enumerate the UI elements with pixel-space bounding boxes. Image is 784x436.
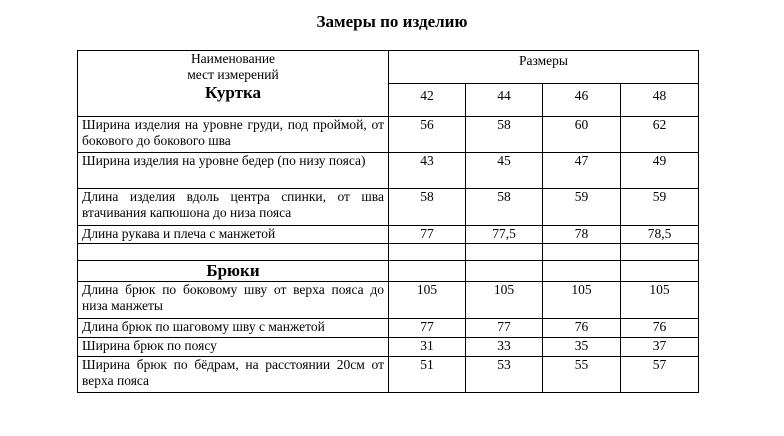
cell-value: 77,5: [466, 226, 543, 244]
empty-cell: [621, 261, 699, 282]
sizes-header: Размеры: [389, 51, 699, 84]
empty-cell: [389, 261, 466, 282]
cell-value: 60: [543, 117, 621, 153]
row-name: Ширина брюк по бёдрам, на расстоянии 20см от верха пояса: [78, 357, 389, 393]
cell-value: 58: [466, 117, 543, 153]
empty-cell: [389, 244, 466, 261]
cell-value: 33: [466, 338, 543, 357]
size-44: 44: [466, 84, 543, 117]
cell-value: 35: [543, 338, 621, 357]
section-title-pants-cell: [78, 261, 389, 282]
section-title-jacket: Куртка: [204, 83, 262, 102]
cell-value: 43: [389, 153, 466, 189]
empty-cell: [543, 244, 621, 261]
section-row-pants: [78, 261, 699, 282]
table-row: [78, 153, 699, 189]
table-row: [78, 338, 699, 357]
table-row: [78, 319, 699, 338]
cell-value: 76: [543, 319, 621, 338]
cell-value: 59: [621, 189, 699, 226]
row-name: Длина брюк по шаговому шву с манжетой: [78, 319, 389, 338]
row-name: Длина рукава и плеча с манжетой: [78, 226, 389, 244]
empty-cell: [466, 261, 543, 282]
table-row: [78, 357, 699, 393]
name-header-line-2: мест измерений: [187, 67, 279, 82]
cell-value: 78: [543, 226, 621, 244]
cell-value: 53: [466, 357, 543, 393]
name-column-header: [78, 51, 389, 117]
section-title-pants: Брюки: [206, 261, 260, 280]
name-header-line-1: Наименование: [190, 51, 276, 66]
cell-value: 105: [621, 282, 699, 319]
cell-value: 105: [389, 282, 466, 319]
cell-value: 58: [466, 189, 543, 226]
cell-value: 31: [389, 338, 466, 357]
table-row: [78, 226, 699, 244]
size-46: 46: [543, 84, 621, 117]
cell-value: 58: [389, 189, 466, 226]
cell-value: 47: [543, 153, 621, 189]
empty-cell: [621, 244, 699, 261]
cell-value: 105: [543, 282, 621, 319]
header-row: [78, 51, 699, 84]
cell-value: 57: [621, 357, 699, 393]
measurements-table: [77, 50, 699, 393]
empty-cell: [543, 261, 621, 282]
size-48: 48: [621, 84, 699, 117]
cell-value: 77: [389, 319, 466, 338]
document-title: Замеры по изделию: [316, 12, 468, 31]
cell-value: 76: [621, 319, 699, 338]
row-name: Ширина брюк по поясу: [78, 338, 389, 357]
cell-value: 55: [543, 357, 621, 393]
cell-value: 59: [543, 189, 621, 226]
size-42: 42: [389, 84, 466, 117]
row-name: Ширина изделия на уровне груди, под проймой, от бокового до бокового шва: [78, 117, 389, 153]
cell-value: 56: [389, 117, 466, 153]
cell-value: 45: [466, 153, 543, 189]
row-name: Длина брюк по боковому шву от верха пояса до низа манжеты: [78, 282, 389, 319]
cell-value: 78,5: [621, 226, 699, 244]
row-name: Ширина изделия на уровне бедер (по низу пояса): [78, 153, 389, 189]
cell-value: 37: [621, 338, 699, 357]
empty-cell: [78, 244, 389, 261]
cell-value: 77: [466, 319, 543, 338]
cell-value: 49: [621, 153, 699, 189]
cell-value: 77: [389, 226, 466, 244]
cell-value: 62: [621, 117, 699, 153]
cell-value: 51: [389, 357, 466, 393]
spacer-row: [78, 244, 699, 261]
table-row: [78, 282, 699, 319]
empty-cell: [466, 244, 543, 261]
table-row: [78, 117, 699, 153]
table-row: [78, 189, 699, 226]
row-name: Длина изделия вдоль центра спинки, от шва втачивания капюшона до низа пояса: [78, 189, 389, 226]
cell-value: 105: [466, 282, 543, 319]
